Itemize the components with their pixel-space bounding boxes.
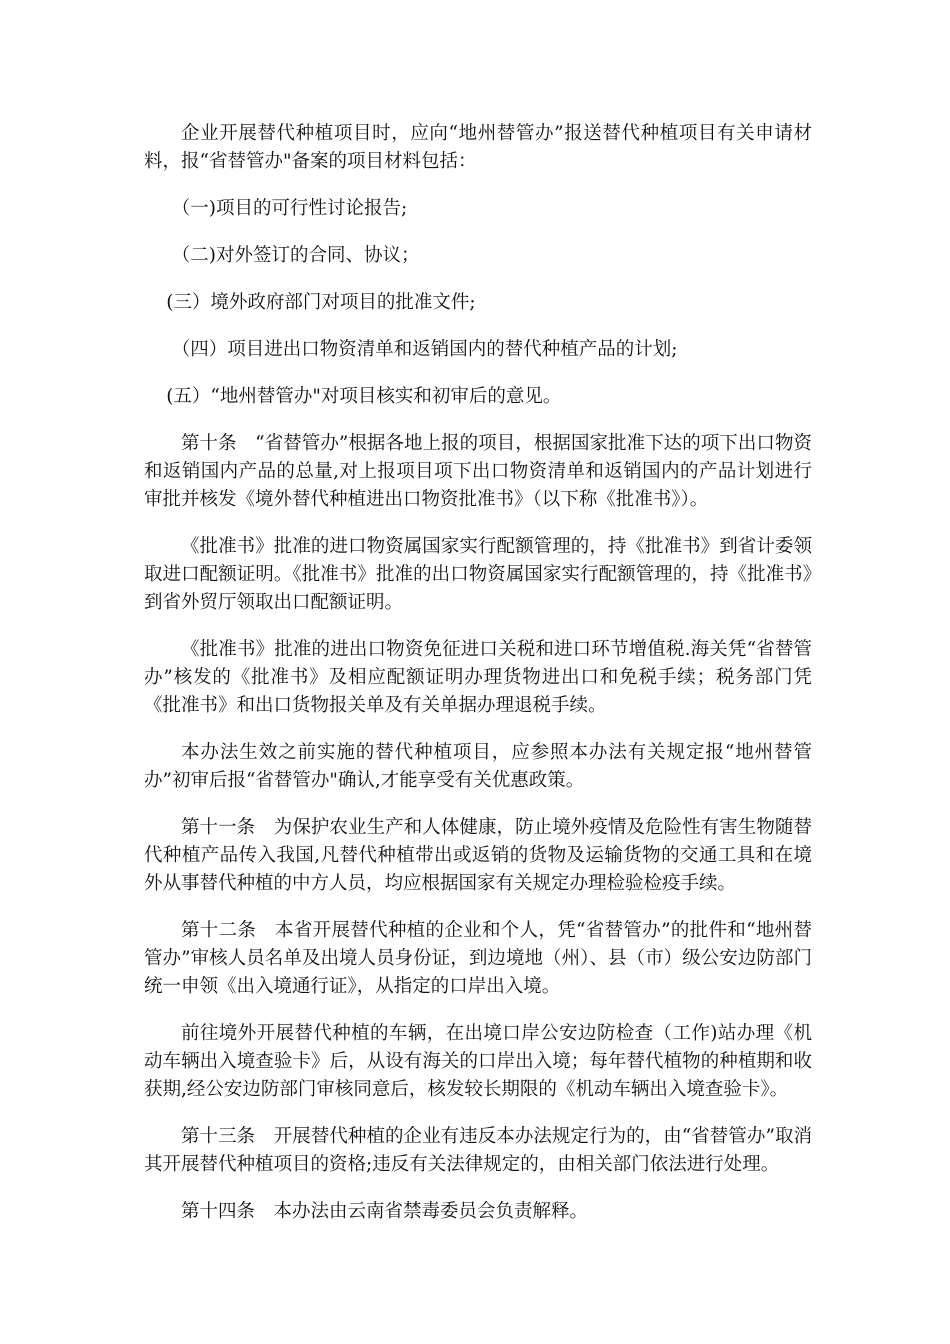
list-item-1: （一)项目的可行性讨论报告;	[171, 198, 408, 219]
list-item-5: (五）“地州替管办"对项目核实和初审后的意见。	[166, 386, 562, 407]
document-body	[144, 120, 812, 1245]
article-14: 第十四条 本办法由云南省禁毒委员会负责解释。	[181, 1201, 589, 1222]
article-10-para-3: 《批准书》批准的进出口物资免征进口关税和进口环节增值税.海关凭“省替管办”核发的《批准书》及相应配额证明办理货物进出口和免税手续；税务部门凭《批准书》和出口货物报关单及有关单据办理退税手续。	[144, 639, 812, 716]
article-10: 第十条 “省替管办”根据各地上报的项目，根据国家批准下达的项下出口物资和返销国内产品的总量,对上报项目项下出口物资清单和返销国内的产品计划进行审批并核发《境外替代种植进出口物资批准书》（以下称《批准书》）。	[144, 433, 812, 510]
article-13: 第十三条 开展替代种植的企业有违反本办法规定行为的，由“省替管办”取消其开展替代种植项目的资格;违反有关法律规定的，由相关部门依法进行处理。	[144, 1126, 812, 1175]
list-item-3: (三）境外政府部门对项目的批准文件;	[166, 292, 476, 313]
article-10-para-2: 《批准书》批准的进口物资属国家实行配额管理的，持《批准书》到省计委领取进口配额证明。《批准书》批准的出口物资属国家实行配额管理的，持《批准书》到省外贸厅领取出口配额证明。	[144, 536, 812, 613]
article-10-para-4: 本办法生效之前实施的替代种植项目，应参照本办法有关规定报“地州替管办”初审后报“省替管办"确认,才能享受有关优惠政策。	[144, 742, 812, 791]
article-11: 第十一条 为保护农业生产和人体健康，防止境外疫情及危险性有害生物随替代种植产品传入我国,凡替代种植带出或返销的货物及运输货物的交通工具和在境外从事替代种植的中方人员，均应根据国家有关规定办理检验检疫手续。	[144, 817, 812, 894]
article-12-para-2: 前往境外开展替代种植的车辆，在出境口岸公安边防检查（工作)站办理《机动车辆出入境查验卡》后，从设有海关的口岸出入境；每年替代植物的种植期和收获期,经公安边防部门审核同意后，核发较长期限的《机动车辆出入境查验卡》。	[144, 1023, 812, 1100]
article-12: 第十二条 本省开展替代种植的企业和个人，凭“省替管办”的批件和“地州替管办”审核人员名单及出境人员身份证，到边境地（州）、县（市）级公安边防部门统一申领《出入境通行证》，从指定的口岸出入境。	[144, 920, 812, 997]
paragraph-intro: 企业开展替代种植项目时，应向“地州替管办”报送替代种植项目有关申请材料，报“省替管办"备案的项目材料包括：	[144, 123, 812, 172]
list-item-4: （四）项目进出口物资清单和返销国内的替代种植产品的计划;	[171, 339, 678, 360]
list-item-2: （二)对外签订的合同、协议；	[171, 245, 420, 266]
